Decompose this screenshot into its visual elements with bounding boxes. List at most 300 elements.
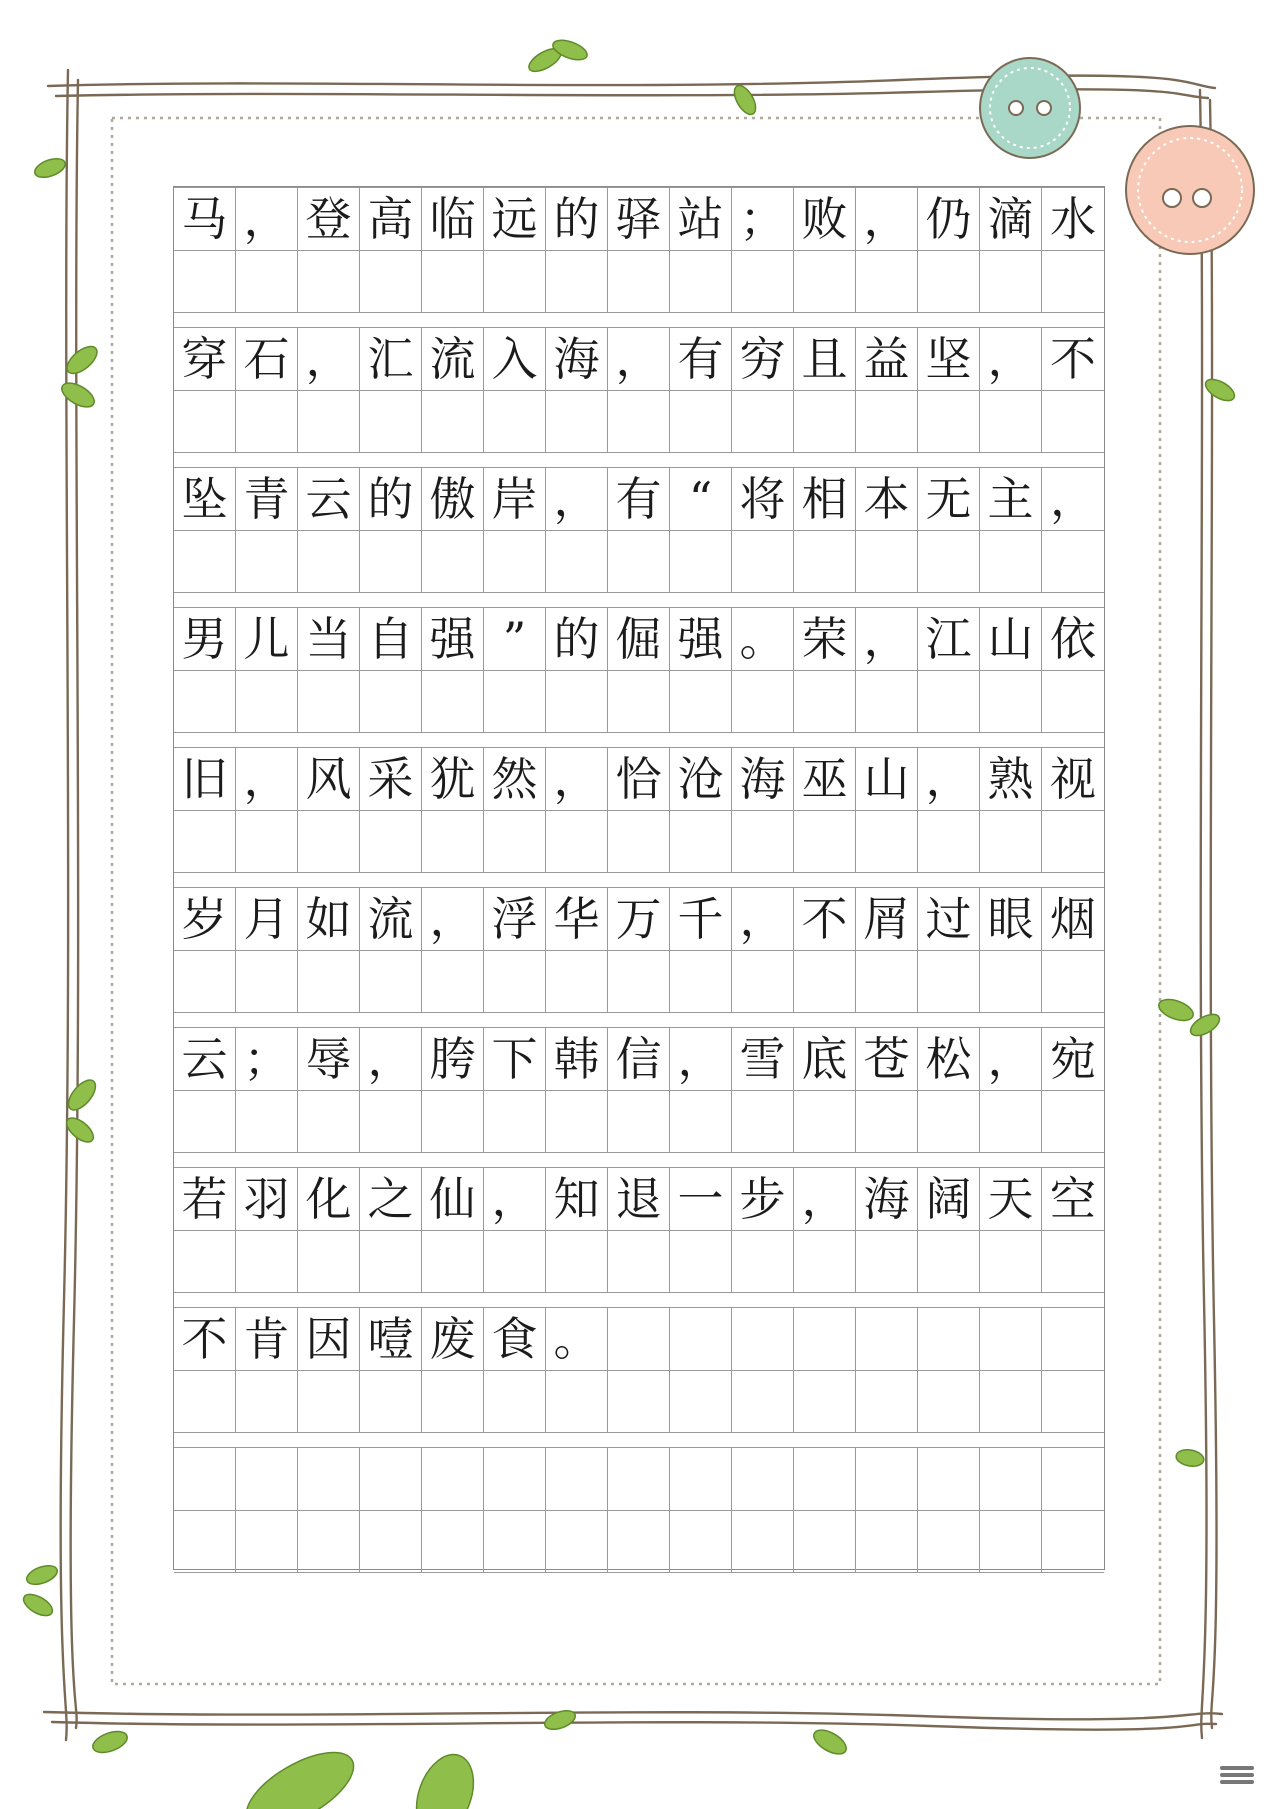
- blank-cell: [794, 531, 856, 593]
- grid-cell: 若: [174, 1167, 236, 1231]
- grid-cell: ，: [980, 327, 1042, 391]
- grid-cell: [732, 1447, 794, 1511]
- blank-cell: [422, 671, 484, 733]
- blank-cell: [856, 951, 918, 1013]
- grid-cell: [484, 1447, 546, 1511]
- grid-cell: 屑: [856, 887, 918, 951]
- blank-cell: [856, 811, 918, 873]
- grid-cell: 有: [670, 327, 732, 391]
- blank-cell: [360, 1511, 422, 1573]
- grid-cell: [980, 1307, 1042, 1371]
- grid-cell: 且: [794, 327, 856, 391]
- grid-line: [174, 747, 1104, 873]
- grid-cell: 辱: [298, 1027, 360, 1091]
- grid-cell: 化: [298, 1167, 360, 1231]
- blank-cell: [856, 671, 918, 733]
- char-row: [174, 1027, 1104, 1091]
- grid-cell: [1042, 1307, 1104, 1371]
- grid-cell: 汇: [360, 327, 422, 391]
- blank-cell: [1042, 1091, 1104, 1153]
- grid-cell: 流: [422, 327, 484, 391]
- blank-cell: [918, 1511, 980, 1573]
- grid-cell: 海: [856, 1167, 918, 1231]
- blank-cell: [298, 391, 360, 453]
- blank-cell: [980, 951, 1042, 1013]
- grid-cell: 将: [732, 467, 794, 531]
- blank-cell: [360, 1371, 422, 1433]
- grid-cell: 华: [546, 887, 608, 951]
- blank-cell: [980, 391, 1042, 453]
- grid-cell: 沧: [670, 747, 732, 811]
- blank-cell: [670, 391, 732, 453]
- blank-cell: [298, 811, 360, 873]
- grid-cell: ，: [484, 1167, 546, 1231]
- grid-cell: 云: [174, 1027, 236, 1091]
- grid-cell: 海: [732, 747, 794, 811]
- grid-cell: 驿: [608, 187, 670, 251]
- blank-cell: [980, 811, 1042, 873]
- blank-cell: [236, 671, 298, 733]
- blank-cell: [670, 1091, 732, 1153]
- grid-cell: [236, 1447, 298, 1511]
- blank-cell: [298, 251, 360, 313]
- grid-cell: [980, 1447, 1042, 1511]
- grid-cell: 岁: [174, 887, 236, 951]
- grid-cell: [360, 1447, 422, 1511]
- blank-cell: [484, 811, 546, 873]
- blank-cell: [980, 1371, 1042, 1433]
- blank-row: [174, 531, 1104, 593]
- grid-cell: ；: [236, 1027, 298, 1091]
- char-row: [174, 887, 1104, 951]
- blank-cell: [236, 951, 298, 1013]
- grid-cell: 高: [360, 187, 422, 251]
- grid-cell: 犹: [422, 747, 484, 811]
- grid-cell: 如: [298, 887, 360, 951]
- blank-cell: [794, 391, 856, 453]
- blank-cell: [174, 1511, 236, 1573]
- grid-cell: 穿: [174, 327, 236, 391]
- grid-cell: 天: [980, 1167, 1042, 1231]
- blank-cell: [298, 951, 360, 1013]
- blank-cell: [732, 531, 794, 593]
- blank-cell: [732, 391, 794, 453]
- blank-cell: [794, 951, 856, 1013]
- blank-cell: [608, 1231, 670, 1293]
- grid-cell: ，: [918, 747, 980, 811]
- grid-cell: ，: [298, 327, 360, 391]
- blank-cell: [546, 1091, 608, 1153]
- blank-cell: [174, 1371, 236, 1433]
- grid-cell: 仍: [918, 187, 980, 251]
- grid-cell: 依: [1042, 607, 1104, 671]
- grid-cell: 穷: [732, 327, 794, 391]
- blank-cell: [174, 811, 236, 873]
- blank-cell: [794, 1371, 856, 1433]
- blank-cell: [608, 1091, 670, 1153]
- grid-cell: 主: [980, 467, 1042, 531]
- blank-cell: [546, 251, 608, 313]
- blank-cell: [918, 391, 980, 453]
- blank-cell: [174, 251, 236, 313]
- blank-cell: [236, 1371, 298, 1433]
- grid-cell: 有: [608, 467, 670, 531]
- blank-cell: [608, 1511, 670, 1573]
- blank-cell: [794, 251, 856, 313]
- blank-cell: [732, 671, 794, 733]
- blank-cell: [856, 251, 918, 313]
- grid-cell: 滴: [980, 187, 1042, 251]
- blank-row: [174, 1371, 1104, 1433]
- blank-cell: [670, 1371, 732, 1433]
- grid-cell: 山: [980, 607, 1042, 671]
- blank-cell: [422, 951, 484, 1013]
- char-row: [174, 1307, 1104, 1371]
- grid-cell: [422, 1447, 484, 1511]
- grid-cell: [1042, 1447, 1104, 1511]
- blank-cell: [670, 531, 732, 593]
- grid-cell: 傲: [422, 467, 484, 531]
- blank-cell: [980, 531, 1042, 593]
- grid-cell: 相: [794, 467, 856, 531]
- grid-cell: 坚: [918, 327, 980, 391]
- grid-cell: 登: [298, 187, 360, 251]
- blank-cell: [298, 671, 360, 733]
- grid-cell: 的: [360, 467, 422, 531]
- blank-cell: [670, 811, 732, 873]
- grid-cell: 信: [608, 1027, 670, 1091]
- blank-cell: [732, 1091, 794, 1153]
- grid-cell: 水: [1042, 187, 1104, 251]
- grid-cell: 步: [732, 1167, 794, 1231]
- grid-cell: 过: [918, 887, 980, 951]
- blank-cell: [794, 1091, 856, 1153]
- grid-cell: 巫: [794, 747, 856, 811]
- grid-cell: 坠: [174, 467, 236, 531]
- blank-row: [174, 1091, 1104, 1153]
- grid-cell: 千: [670, 887, 732, 951]
- grid-cell: 败: [794, 187, 856, 251]
- grid-cell: 退: [608, 1167, 670, 1231]
- grid-line: [174, 1307, 1104, 1433]
- grid-cell: [856, 1307, 918, 1371]
- blank-cell: [670, 1511, 732, 1573]
- blank-cell: [422, 531, 484, 593]
- blank-cell: [980, 671, 1042, 733]
- blank-cell: [422, 1231, 484, 1293]
- blank-cell: [174, 671, 236, 733]
- blank-cell: [1042, 531, 1104, 593]
- blank-cell: [174, 951, 236, 1013]
- grid-cell: 空: [1042, 1167, 1104, 1231]
- grid-cell: [670, 1307, 732, 1371]
- grid-cell: 阔: [918, 1167, 980, 1231]
- grid-cell: 宛: [1042, 1027, 1104, 1091]
- grid-cell: ，: [360, 1027, 422, 1091]
- grid-cell: ，: [608, 327, 670, 391]
- blank-cell: [918, 531, 980, 593]
- grid-cell: 倔: [608, 607, 670, 671]
- grid-cell: [174, 1447, 236, 1511]
- grid-cell: 恰: [608, 747, 670, 811]
- grid-cell: ”: [484, 607, 546, 671]
- blank-cell: [980, 251, 1042, 313]
- blank-cell: [918, 671, 980, 733]
- blank-cell: [422, 1511, 484, 1573]
- blank-cell: [360, 391, 422, 453]
- blank-cell: [360, 1231, 422, 1293]
- grid-cell: ，: [422, 887, 484, 951]
- blank-cell: [298, 1511, 360, 1573]
- blank-cell: [1042, 951, 1104, 1013]
- blank-row: [174, 391, 1104, 453]
- blank-cell: [422, 251, 484, 313]
- grid-cell: 流: [360, 887, 422, 951]
- blank-cell: [732, 1231, 794, 1293]
- blank-cell: [1042, 811, 1104, 873]
- grid-cell: 青: [236, 467, 298, 531]
- blank-cell: [608, 811, 670, 873]
- grid-cell: ，: [670, 1027, 732, 1091]
- grid-cell: 月: [236, 887, 298, 951]
- blank-cell: [236, 1231, 298, 1293]
- blank-cell: [236, 531, 298, 593]
- blank-cell: [298, 531, 360, 593]
- blank-cell: [484, 671, 546, 733]
- blank-cell: [1042, 251, 1104, 313]
- blank-cell: [236, 1511, 298, 1573]
- grid-line: [174, 1027, 1104, 1153]
- grid-cell: 入: [484, 327, 546, 391]
- grid-cell: 临: [422, 187, 484, 251]
- blank-cell: [360, 1091, 422, 1153]
- grid-cell: ，: [236, 187, 298, 251]
- writing-grid-sheet: [173, 186, 1105, 1570]
- blank-cell: [794, 1231, 856, 1293]
- grid-cell: 噎: [360, 1307, 422, 1371]
- grid-cell: 石: [236, 327, 298, 391]
- blank-cell: [608, 531, 670, 593]
- grid-line: [174, 467, 1104, 593]
- blank-cell: [918, 951, 980, 1013]
- grid-cell: 江: [918, 607, 980, 671]
- blank-cell: [360, 951, 422, 1013]
- grid-cell: 男: [174, 607, 236, 671]
- blank-cell: [422, 391, 484, 453]
- grid-cell: [546, 1447, 608, 1511]
- blank-cell: [608, 251, 670, 313]
- blank-cell: [484, 951, 546, 1013]
- blank-row: [174, 1511, 1104, 1573]
- grid-cell: [918, 1447, 980, 1511]
- grid-cell: 云: [298, 467, 360, 531]
- grid-cell: 羽: [236, 1167, 298, 1231]
- blank-cell: [732, 1511, 794, 1573]
- grid-cell: 不: [1042, 327, 1104, 391]
- blank-cell: [980, 1511, 1042, 1573]
- blank-cell: [732, 251, 794, 313]
- grid-cell: ，: [980, 1027, 1042, 1091]
- grid-cell: ，: [1042, 467, 1104, 531]
- blank-cell: [608, 1371, 670, 1433]
- grid-cell: 万: [608, 887, 670, 951]
- blank-cell: [546, 1371, 608, 1433]
- grid-cell: 自: [360, 607, 422, 671]
- blank-cell: [546, 391, 608, 453]
- blank-cell: [174, 531, 236, 593]
- grid-cell: 底: [794, 1027, 856, 1091]
- blank-cell: [546, 531, 608, 593]
- blank-cell: [794, 811, 856, 873]
- grid-cell: 眼: [980, 887, 1042, 951]
- blank-cell: [732, 951, 794, 1013]
- grid-cell: 废: [422, 1307, 484, 1371]
- grid-cell: 风: [298, 747, 360, 811]
- grid-cell: 。: [546, 1307, 608, 1371]
- grid-cell: ，: [236, 747, 298, 811]
- grid-cell: ，: [546, 467, 608, 531]
- blank-cell: [484, 1371, 546, 1433]
- grid-cell: 烟: [1042, 887, 1104, 951]
- grid-cell: 一: [670, 1167, 732, 1231]
- blank-cell: [856, 1091, 918, 1153]
- grid-cell: 熟: [980, 747, 1042, 811]
- grid-cell: 的: [546, 607, 608, 671]
- grid-cell: 强: [670, 607, 732, 671]
- blank-cell: [546, 671, 608, 733]
- grid-cell: ，: [794, 1167, 856, 1231]
- blank-cell: [422, 1371, 484, 1433]
- blank-cell: [298, 1371, 360, 1433]
- blank-cell: [670, 1231, 732, 1293]
- grid-cell: [298, 1447, 360, 1511]
- grid-line: [174, 327, 1104, 453]
- blank-cell: [174, 391, 236, 453]
- grid-cell: 岸: [484, 467, 546, 531]
- blank-cell: [484, 391, 546, 453]
- grid-cell: 知: [546, 1167, 608, 1231]
- grid-cell: 。: [732, 607, 794, 671]
- blank-cell: [1042, 1231, 1104, 1293]
- blank-cell: [360, 811, 422, 873]
- grid-cell: 山: [856, 747, 918, 811]
- blank-cell: [484, 1091, 546, 1153]
- blank-cell: [918, 1231, 980, 1293]
- grid-cell: 然: [484, 747, 546, 811]
- blank-cell: [360, 531, 422, 593]
- grid-cell: [732, 1307, 794, 1371]
- blank-cell: [298, 1231, 360, 1293]
- grid-cell: 强: [422, 607, 484, 671]
- blank-cell: [484, 1231, 546, 1293]
- blank-cell: [174, 1091, 236, 1153]
- grid-cell: 荣: [794, 607, 856, 671]
- grid-cell: 益: [856, 327, 918, 391]
- grid-cell: 之: [360, 1167, 422, 1231]
- blank-cell: [670, 951, 732, 1013]
- grid-cell: 马: [174, 187, 236, 251]
- grid-cell: 食: [484, 1307, 546, 1371]
- blank-cell: [918, 811, 980, 873]
- blank-cell: [1042, 391, 1104, 453]
- grid-cell: 胯: [422, 1027, 484, 1091]
- blank-cell: [422, 1091, 484, 1153]
- blank-cell: [422, 811, 484, 873]
- menu-icon[interactable]: [1220, 1763, 1254, 1787]
- blank-cell: [732, 1371, 794, 1433]
- blank-cell: [918, 1371, 980, 1433]
- grid-cell: ，: [732, 887, 794, 951]
- char-row: [174, 1447, 1104, 1511]
- blank-cell: [856, 1371, 918, 1433]
- grid-cell: 当: [298, 607, 360, 671]
- grid-cell: “: [670, 467, 732, 531]
- grid-cell: 松: [918, 1027, 980, 1091]
- blank-cell: [794, 671, 856, 733]
- grid-cell: 浮: [484, 887, 546, 951]
- blank-cell: [546, 1511, 608, 1573]
- blank-row: [174, 811, 1104, 873]
- blank-cell: [980, 1091, 1042, 1153]
- blank-cell: [732, 811, 794, 873]
- grid-cell: 因: [298, 1307, 360, 1371]
- grid-cell: 站: [670, 187, 732, 251]
- grid-line: [174, 1167, 1104, 1293]
- blank-cell: [236, 391, 298, 453]
- grid-cell: [670, 1447, 732, 1511]
- blank-cell: [608, 951, 670, 1013]
- grid-line: [174, 887, 1104, 1013]
- blank-cell: [546, 951, 608, 1013]
- grid-line: [174, 607, 1104, 733]
- blank-cell: [608, 391, 670, 453]
- grid-cell: 下: [484, 1027, 546, 1091]
- grid-cell: 不: [794, 887, 856, 951]
- blank-row: [174, 1231, 1104, 1293]
- blank-row: [174, 251, 1104, 313]
- blank-cell: [236, 811, 298, 873]
- grid-cell: ；: [732, 187, 794, 251]
- grid-cell: 儿: [236, 607, 298, 671]
- blank-cell: [1042, 1511, 1104, 1573]
- grid-cell: [856, 1447, 918, 1511]
- grid-cell: 雪: [732, 1027, 794, 1091]
- grid-cell: 采: [360, 747, 422, 811]
- char-row: [174, 327, 1104, 391]
- char-row: [174, 467, 1104, 531]
- grid-cell: 海: [546, 327, 608, 391]
- blank-cell: [1042, 1371, 1104, 1433]
- blank-cell: [918, 1091, 980, 1153]
- blank-cell: [794, 1511, 856, 1573]
- grid-cell: 不: [174, 1307, 236, 1371]
- grid-cell: [918, 1307, 980, 1371]
- grid-line: [174, 1447, 1104, 1573]
- blank-cell: [856, 531, 918, 593]
- blank-cell: [484, 1511, 546, 1573]
- blank-cell: [236, 251, 298, 313]
- blank-cell: [980, 1231, 1042, 1293]
- grid-cell: 苍: [856, 1027, 918, 1091]
- blank-cell: [546, 811, 608, 873]
- grid-cell: [794, 1447, 856, 1511]
- grid-cell: 仙: [422, 1167, 484, 1231]
- blank-cell: [174, 1231, 236, 1293]
- grid-cell: [608, 1307, 670, 1371]
- char-row: [174, 187, 1104, 251]
- blank-cell: [236, 1091, 298, 1153]
- grid-cell: ，: [856, 187, 918, 251]
